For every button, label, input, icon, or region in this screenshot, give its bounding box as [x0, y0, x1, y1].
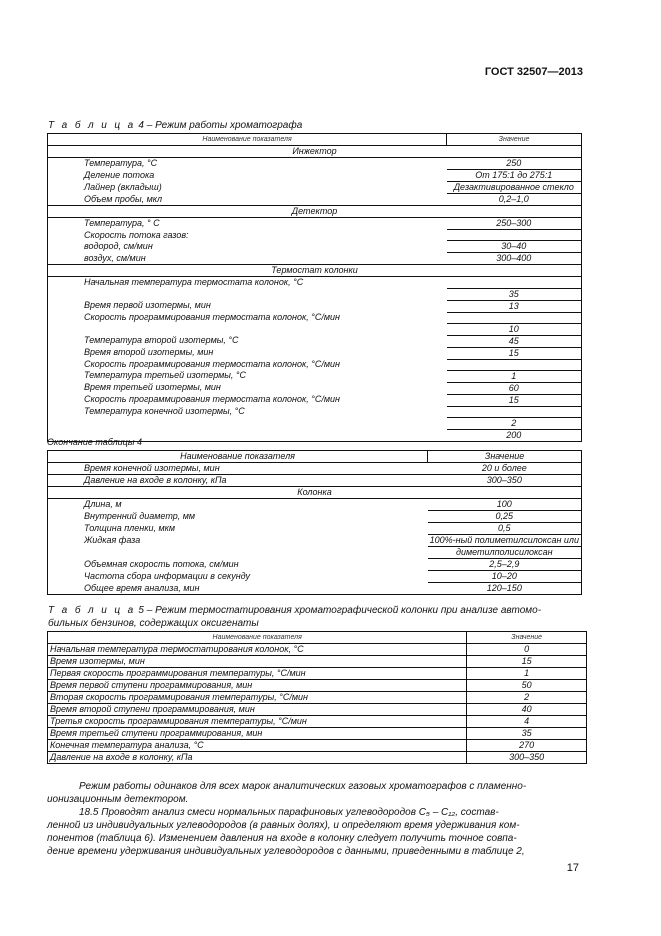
table4-row — [48, 182, 582, 194]
table4-row-value: 200 — [447, 429, 582, 441]
table4-cont-row — [48, 463, 582, 475]
table4-cont-row-value: 120–150 — [428, 583, 582, 595]
table4-row-name: Деление потока — [48, 170, 447, 182]
table5-row — [48, 716, 587, 728]
table4-col-value: Значение — [447, 134, 582, 146]
table4-row-value: 300–400 — [447, 253, 582, 265]
table4-row — [48, 241, 582, 253]
table4-cont-row-value: 2,5–2,9 — [428, 559, 582, 571]
table4-cont-row-value: 20 и более — [428, 463, 582, 475]
table4-row-name: Время третьей изотермы, мин — [48, 382, 447, 394]
table4-row-value: 15 — [447, 394, 582, 406]
table4-row-value: 13 — [447, 300, 582, 312]
paragraph-2-line-4: дение времени удерживания индивидуальных углеводородов с данными, приведенными в таблице 2, — [47, 846, 525, 857]
table5 — [47, 631, 587, 764]
table4-row-name — [48, 417, 447, 429]
table4-row — [48, 347, 582, 359]
table4-row-name: Скорость программирования термостата колонок, °С/мин — [48, 394, 447, 406]
table4-cont-row-name: Жидкая фаза — [48, 535, 428, 547]
table4-row-value: 45 — [447, 335, 582, 347]
table4-cont-row — [48, 571, 582, 583]
paragraph-1-line-1: Режим работы одинаков для всех марок аналитических газовых хроматографов с пламенно- — [79, 781, 527, 792]
table4-body — [48, 146, 582, 442]
table4-row — [48, 288, 582, 300]
table4-cont-section-row — [48, 487, 582, 499]
page-number: 17 — [566, 862, 579, 874]
table4-cont-col-value: Значение — [428, 451, 582, 463]
table5-row — [48, 740, 587, 752]
table4-cont-row-name: Давление на входе в колонку, кПа — [48, 475, 428, 487]
table4-section-row — [48, 206, 582, 218]
table4-row-value — [447, 312, 582, 323]
table4-row-name: Температура второй изотермы, °С — [48, 335, 447, 347]
paragraph-2-line-2: ленной из индивидуальных углеводородов (в равных долях), и определяют время удерживания ком- — [47, 820, 520, 831]
table4-row — [48, 194, 582, 206]
table4-row — [48, 170, 582, 182]
table5-row-name: Время первой ступени программирования, мин — [48, 680, 467, 692]
table5-caption-line2: бильных бензинов, содержащих оксигенаты — [48, 618, 259, 629]
table4-row — [48, 323, 582, 335]
table5-row-value: 1 — [467, 668, 587, 680]
table4-header-row — [48, 134, 582, 146]
table4-cont-row-value: 100 — [428, 499, 582, 511]
table4-row-name: водород, см/мин — [48, 241, 447, 253]
table4-row-value: 2 — [447, 417, 582, 429]
table4-row-name: Скорость программирования термостата колонок, °С/мин — [48, 359, 447, 370]
table4-cont-row-value: 0,25 — [428, 511, 582, 523]
table5-row-value: 300–350 — [467, 752, 587, 764]
table4-cont — [47, 450, 582, 595]
table4-cont-row — [48, 547, 582, 559]
table5-row-name: Время третьей ступени программирования, мин — [48, 728, 467, 740]
table5-row-value: 4 — [467, 716, 587, 728]
table4 — [47, 133, 582, 442]
table4-row-value: От 175:1 до 275:1 — [447, 170, 582, 182]
table5-row-name: Давление на входе в колонку, кПа — [48, 752, 467, 764]
table4-cont-row — [48, 583, 582, 595]
table4-cont-row-name: Общее время анализа, мин — [48, 583, 428, 595]
table4-caption-text: 4 – Режим работы хроматографа — [135, 120, 303, 131]
table4-cont-caption: Окончание таблицы 4 — [47, 437, 142, 447]
table4-cont-row-value: 10–20 — [428, 571, 582, 583]
paragraph-2-line-3: понентов (таблица 6). Изменением давления на входе в колонку следует получить точное совпа- — [47, 833, 517, 844]
table4-section-title: Инжектор — [48, 146, 582, 158]
table5-row-name: Время изотермы, мин — [48, 656, 467, 668]
table4-row — [48, 359, 582, 370]
table4-cont-header-row — [48, 451, 582, 463]
document-id: ГОСТ 32507—2013 — [484, 66, 583, 78]
table4-row-value — [447, 406, 582, 417]
table4-row-name: Скорость потока газов: — [48, 230, 447, 241]
table4-row-value: 1 — [447, 370, 582, 382]
table4-row — [48, 158, 582, 170]
table4-row-name — [48, 288, 447, 300]
table4-cont-row-name: Время конечной изотермы, мин — [48, 463, 428, 475]
table5-caption-text: 5 – Режим термостатирования хроматографической колонки при анализе автомо- — [135, 605, 542, 616]
table5-row-name: Начальная температура термостатирования колонок, °С — [48, 644, 467, 656]
table4-row-value: 15 — [447, 347, 582, 359]
table4-cont-row-name: Объемная скорость потока, см/мин — [48, 559, 428, 571]
table4-row — [48, 417, 582, 429]
table4-row-name — [48, 323, 447, 335]
table4-row-name: Время второй изотермы, мин — [48, 347, 447, 359]
table4-row — [48, 277, 582, 289]
table4-row-name: Лайнер (вкладыш) — [48, 182, 447, 194]
table4-row — [48, 218, 582, 230]
table5-row-value: 15 — [467, 656, 587, 668]
table4-row-name: Температура конечной изотермы, °С — [48, 406, 447, 417]
table4-section-title: Термостат колонки — [48, 265, 582, 277]
table4-row-name: Температура, ° С — [48, 218, 447, 230]
table4-cont-row-value: диметилполисилоксан — [428, 547, 582, 559]
table4-cont-section-title: Колонка — [48, 487, 582, 499]
table5-row-value: 270 — [467, 740, 587, 752]
table4-row-value: 35 — [447, 288, 582, 300]
table4-section-row — [48, 146, 582, 158]
table4-cont-row — [48, 475, 582, 487]
table4-row-name: Время первой изотермы, мин — [48, 300, 447, 312]
table5-row-name: Конечная температура анализа, °С — [48, 740, 467, 752]
table5-row — [48, 728, 587, 740]
table5-row-name: Третья скорость программирования температуры, °С/мин — [48, 716, 467, 728]
table4-cont-row-value: 100%-ный полиметилсилоксан или — [428, 535, 582, 547]
table5-row — [48, 680, 587, 692]
table4-cont-row — [48, 523, 582, 535]
table4-cont-row — [48, 535, 582, 547]
table5-row-name: Вторая скорость программирования температуры, °С/мин — [48, 692, 467, 704]
table5-row — [48, 692, 587, 704]
table5-row-name: Первая скорость программирования температуры, °С/мин — [48, 668, 467, 680]
table4-cont-body — [48, 463, 582, 595]
table4-section-title: Детектор — [48, 206, 582, 218]
table4-row-value: 10 — [447, 323, 582, 335]
table5-body — [48, 644, 587, 764]
table4-row-value — [447, 230, 582, 241]
table4-row-value: 250 — [447, 158, 582, 170]
table4-row-name: Температура третьей изотермы, °С — [48, 370, 447, 382]
table5-row — [48, 752, 587, 764]
paragraph-1-line-2: ионизационным детектором. — [47, 794, 189, 805]
table4-row — [48, 335, 582, 347]
table4-row-name: Температура, °С — [48, 158, 447, 170]
paragraph-2 — [47, 806, 607, 858]
table4-cont-row — [48, 499, 582, 511]
table4-row — [48, 253, 582, 265]
table5-row-name: Время второй ступени программирования, мин — [48, 704, 467, 716]
table4-row — [48, 406, 582, 417]
table4-cont-row-name: Внутренний диаметр, мм — [48, 511, 428, 523]
table5-row-value: 50 — [467, 680, 587, 692]
table4-section-row — [48, 265, 582, 277]
table4-row-value: 30–40 — [447, 241, 582, 253]
table4-row-name: Начальная температура термостата колонок, °С — [48, 277, 447, 289]
table4-col-name: Наименование показателя — [48, 134, 447, 146]
table5-caption-prefix: Т а б л и ц а — [48, 605, 136, 616]
table4-row — [48, 300, 582, 312]
table4-cont-row — [48, 559, 582, 571]
table4-cont-row-name — [48, 547, 428, 559]
table5-row — [48, 656, 587, 668]
table4-row — [48, 230, 582, 241]
table4-row-value: 0,2–1,0 — [447, 194, 582, 206]
table5-col-name: Наименование показателя — [48, 632, 467, 644]
table4-row-value: Дезактивированное стекло — [447, 182, 582, 194]
table5-row-value: 2 — [467, 692, 587, 704]
table4-row-value — [447, 359, 582, 370]
table4-cont-row — [48, 511, 582, 523]
table4-row-name: воздух, см/мин — [48, 253, 447, 265]
table4-row — [48, 394, 582, 406]
table4-cont-row-name: Толщина пленки, мкм — [48, 523, 428, 535]
table4-cont-row-value: 300–350 — [428, 475, 582, 487]
table4-row-value: 250–300 — [447, 218, 582, 230]
table4-row — [48, 370, 582, 382]
paragraph-1 — [47, 780, 607, 806]
table5-header-row — [48, 632, 587, 644]
table4-caption-prefix: Т а б л и ц а — [48, 120, 136, 131]
table5-col-value: Значение — [467, 632, 587, 644]
table5-row-value: 0 — [467, 644, 587, 656]
table4-row-name: Объем пробы, мкл — [48, 194, 447, 206]
table4-cont-col-name: Наименование показателя — [48, 451, 428, 463]
table5-row — [48, 704, 587, 716]
table5-row — [48, 668, 587, 680]
table4-row — [48, 382, 582, 394]
table5-caption — [48, 604, 588, 630]
table5-row-value: 35 — [467, 728, 587, 740]
paragraph-2-line-1: 18.5 Проводят анализ смеси нормальных парафиновых углеводородов С₅ – С₁₂, состав- — [79, 807, 499, 818]
table4-cont-row-value: 0,5 — [428, 523, 582, 535]
table4-cont-row-name: Длина, м — [48, 499, 428, 511]
table4-row — [48, 312, 582, 323]
table4-caption — [48, 120, 302, 131]
table4-row-value: 60 — [447, 382, 582, 394]
table4-row-value — [447, 277, 582, 289]
table4-row-name: Скорость программирования термостата колонок, °С/мин — [48, 312, 447, 323]
table5-row-value: 40 — [467, 704, 587, 716]
table4-cont-row-name: Частота сбора информации в секунду — [48, 571, 428, 583]
table5-row — [48, 644, 587, 656]
